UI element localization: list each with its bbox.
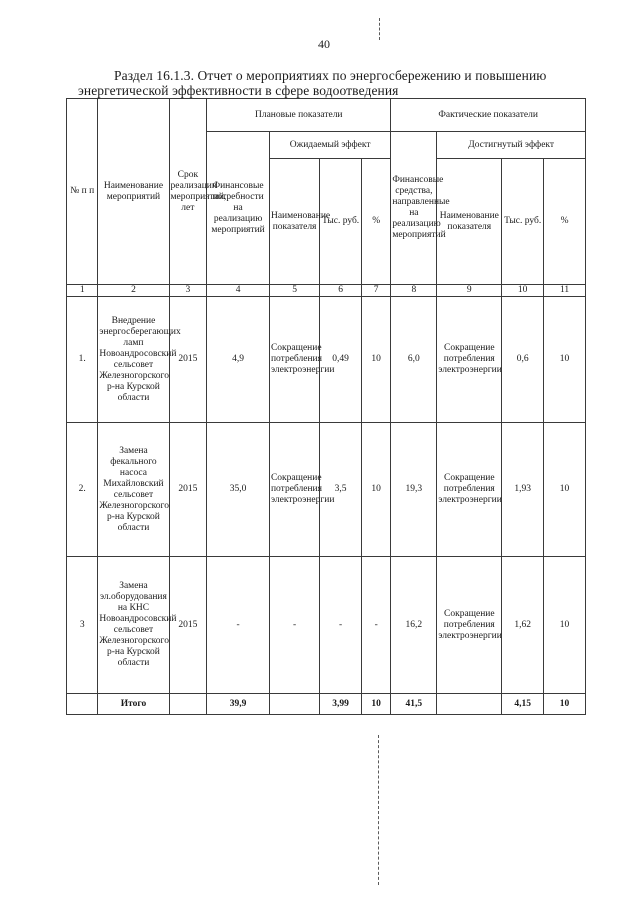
row-name: Замена эл.оборудования на КНС Новоандросовский сельсовет Железногорского р-на Курской области: [98, 557, 169, 694]
column-number: 11: [544, 285, 586, 297]
row-plan-fin: -: [207, 557, 270, 694]
section-title-line-1: Раздел 16.1.3. Отчет о мероприятиях по энергосбережению и повышению: [114, 68, 547, 83]
total-exp-rub: 3,99: [320, 694, 362, 715]
column-number: 3: [169, 285, 207, 297]
table-row: [67, 423, 586, 557]
row-ach-rub: 1,93: [502, 423, 544, 557]
header-ach-name: Наименование показателя: [437, 159, 502, 285]
scan-artifact-line: [379, 18, 380, 40]
scan-artifact-line: [378, 735, 379, 885]
section-title: [62, 68, 592, 98]
row-exp-name: Сокращение потребления электроэнергии: [269, 423, 319, 557]
header-ach-pct: %: [544, 159, 586, 285]
total-exp-name: [269, 694, 319, 715]
column-number: 9: [437, 285, 502, 297]
header-ach-rub: Тыс. руб.: [502, 159, 544, 285]
row-ach-name: Сокращение потребления электроэнергии: [437, 557, 502, 694]
row-ach-pct: 10: [544, 557, 586, 694]
row-exp-rub: 0,49: [320, 297, 362, 423]
header-expected-effect: Ожидаемый эффект: [269, 132, 390, 159]
row-term: 2015: [169, 423, 207, 557]
header-name: Наименование мероприятий: [98, 99, 169, 285]
report-table: [66, 98, 586, 715]
row-ach-name: Сокращение потребления электроэнергии: [437, 297, 502, 423]
header-exp-name: Наименование показателя: [269, 159, 319, 285]
total-ach-rub: 4,15: [502, 694, 544, 715]
row-num: 3: [67, 557, 98, 694]
column-number: 2: [98, 285, 169, 297]
header-exp-rub: Тыс. руб.: [320, 159, 362, 285]
header-actual: Фактические показатели: [391, 99, 586, 132]
column-number: 7: [362, 285, 391, 297]
row-ach-name: Сокращение потребления электроэнергии: [437, 423, 502, 557]
table-row: [67, 557, 586, 694]
row-exp-pct: 10: [362, 423, 391, 557]
header-exp-pct: %: [362, 159, 391, 285]
row-num: 1.: [67, 297, 98, 423]
row-term: 2015: [169, 557, 207, 694]
row-ach-rub: 0,6: [502, 297, 544, 423]
header-term: Срок реализации мероприятий, лет: [169, 99, 207, 285]
row-plan-fin: 4,9: [207, 297, 270, 423]
header-achieved-effect: Достигнутый эффект: [437, 132, 586, 159]
row-act-fin: 16,2: [391, 557, 437, 694]
total-act-fin: 41,5: [391, 694, 437, 715]
row-num: 2.: [67, 423, 98, 557]
row-name: Внедрение энергосберегающих ламп Новоандросовский сельсовет Железногорского р-на Курской области: [98, 297, 169, 423]
total-num: [67, 694, 98, 715]
column-number: 10: [502, 285, 544, 297]
section-title-line-2: энергетической эффективности в сфере водоотведения: [78, 83, 399, 98]
total-ach-name: [437, 694, 502, 715]
row-exp-name: -: [269, 557, 319, 694]
row-act-fin: 6,0: [391, 297, 437, 423]
row-term: 2015: [169, 297, 207, 423]
header-num: № п п: [67, 99, 98, 285]
column-number: 8: [391, 285, 437, 297]
column-number: 6: [320, 285, 362, 297]
total-ach-pct: 10: [544, 694, 586, 715]
column-number: 1: [67, 285, 98, 297]
row-name: Замена фекального насоса Михайловский сельсовет Железногорского р-на Курской области: [98, 423, 169, 557]
header-act-fin: Финансовые средства, направленные на реализацию мероприятий: [391, 132, 437, 285]
row-exp-rub: 3,5: [320, 423, 362, 557]
table-row: [67, 297, 586, 423]
row-ach-pct: 10: [544, 297, 586, 423]
row-exp-name: Сокращение потребления электроэнергии: [269, 297, 319, 423]
header-plan-fin: Финансовые потребности на реализацию мероприятий: [207, 132, 270, 285]
row-exp-pct: -: [362, 557, 391, 694]
row-ach-pct: 10: [544, 423, 586, 557]
row-act-fin: 19,3: [391, 423, 437, 557]
total-term: [169, 694, 207, 715]
row-exp-pct: 10: [362, 297, 391, 423]
total-row: [67, 694, 586, 715]
total-plan-fin: 39,9: [207, 694, 270, 715]
row-exp-rub: -: [320, 557, 362, 694]
total-label: Итого: [98, 694, 169, 715]
page-number: 40: [318, 37, 330, 51]
header-planned: Плановые показатели: [207, 99, 391, 132]
column-number: 5: [269, 285, 319, 297]
row-ach-rub: 1,62: [502, 557, 544, 694]
column-number-row: [67, 285, 586, 297]
total-exp-pct: 10: [362, 694, 391, 715]
row-plan-fin: 35,0: [207, 423, 270, 557]
column-number: 4: [207, 285, 270, 297]
